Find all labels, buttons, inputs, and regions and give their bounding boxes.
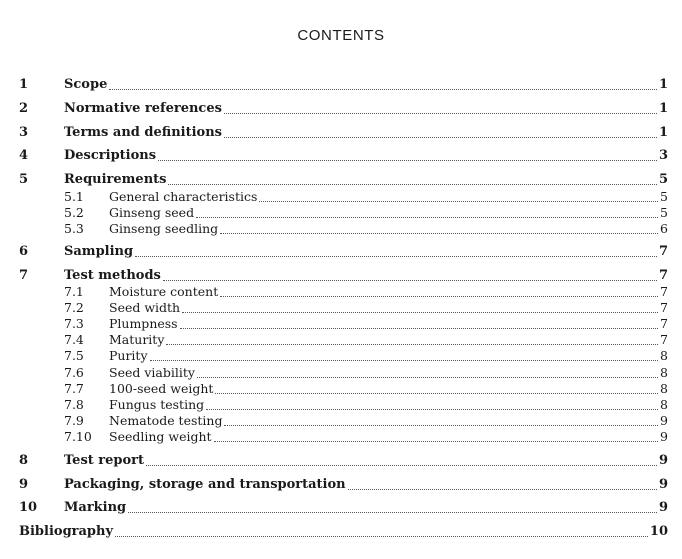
dot-leader: [135, 256, 657, 257]
toc-entry[interactable]: [0, 452, 682, 470]
toc-entry-label: Ginseng seedling: [109, 221, 219, 236]
toc-entry-page: 9: [660, 429, 668, 444]
toc-entry-page: 1: [658, 77, 668, 92]
toc-entry-label: Test methods: [64, 268, 161, 283]
toc-entry-label: Descriptions: [64, 148, 157, 163]
dot-leader: [128, 512, 657, 513]
dot-leader: [158, 160, 657, 161]
toc-entry-number: 9: [19, 477, 29, 492]
toc-entry-page: 5: [660, 189, 668, 204]
toc-entry-number: 7.7: [64, 381, 84, 396]
toc-entry-label: Packaging, storage and transportation: [64, 477, 346, 492]
toc-entry-label: Seed width: [109, 300, 181, 315]
toc-entry-page: 7: [660, 284, 668, 299]
toc-entry-page: 7: [660, 332, 668, 347]
toc-entry[interactable]: [0, 100, 682, 118]
toc-entry-page: 7: [658, 244, 668, 259]
toc-entry-page: 7: [660, 316, 668, 331]
toc-entry[interactable]: [0, 476, 682, 494]
toc-entry-number: 7.10: [64, 429, 92, 444]
page-title: CONTENTS: [297, 27, 385, 44]
dot-leader: [348, 489, 657, 490]
dot-leader: [224, 137, 657, 138]
toc-entry-label: Seed viability: [109, 365, 195, 380]
toc-entry-number: 7.3: [64, 316, 84, 331]
dot-leader: [109, 89, 657, 90]
toc-entry-number: 5.3: [64, 221, 84, 236]
toc-entry-number: 5: [19, 172, 29, 187]
toc-entry-label: Purity: [109, 348, 148, 363]
dot-leader: [166, 344, 658, 345]
toc-entry-label: Test report: [64, 453, 145, 468]
toc-entry-number: 7.4: [64, 332, 84, 347]
toc-entry-number: 10: [19, 500, 38, 515]
toc-entry-label: Nematode testing: [109, 413, 223, 428]
toc-entry[interactable]: [0, 76, 682, 94]
toc-entry-page: 7: [658, 268, 668, 283]
dot-leader: [206, 409, 658, 410]
toc-entry-number: 2: [19, 101, 29, 116]
toc-entry[interactable]: [0, 428, 682, 446]
toc-entry-page: 5: [658, 172, 668, 187]
dot-leader: [163, 280, 657, 281]
toc-entry-label: Terms and definitions: [64, 125, 222, 140]
toc-entry-label: Maturity: [109, 332, 165, 347]
dot-leader: [182, 312, 658, 313]
toc-entry[interactable]: [0, 147, 682, 165]
toc-entry-page: 8: [660, 381, 668, 396]
toc-entry-page: 7: [660, 300, 668, 315]
toc-entry-number: 7.5: [64, 348, 84, 363]
toc-entry-label: Marking: [64, 500, 127, 515]
toc-entry-number: 1: [19, 77, 29, 92]
toc-entry-page: 1: [658, 101, 668, 116]
toc-entry-label: Sampling: [64, 244, 134, 259]
toc-entry-number: 4: [19, 148, 29, 163]
toc-entry-number: 7.9: [64, 413, 84, 428]
toc-entry-label: Fungus testing: [109, 397, 205, 412]
dot-leader: [146, 465, 657, 466]
toc-entry-label: General characteristics: [109, 189, 258, 204]
dot-leader: [150, 360, 659, 361]
toc-entry-label: 100-seed weight: [109, 381, 214, 396]
toc-entry-number: 5.2: [64, 205, 84, 220]
toc-entry-label: Seedling weight: [109, 429, 212, 444]
toc-entry-page: 8: [660, 397, 668, 412]
dot-leader: [168, 184, 656, 185]
toc-entry-label: Plumpness: [109, 316, 178, 331]
dot-leader: [259, 201, 658, 202]
toc-entry[interactable]: [0, 499, 682, 517]
dot-leader: [220, 233, 658, 234]
toc-entry-page: 3: [658, 148, 668, 163]
toc-entry-number: 7.1: [64, 284, 84, 299]
toc-entry-page: 1: [658, 125, 668, 140]
toc-entry-number: 7.6: [64, 365, 84, 380]
toc-entry-label: Moisture content: [109, 284, 219, 299]
toc-entry-page: 9: [658, 477, 668, 492]
toc-entry-page: 8: [660, 348, 668, 363]
toc-entry[interactable]: [0, 171, 682, 189]
toc-entry-label: Normative references: [64, 101, 222, 116]
toc-entry-number: 6: [19, 244, 29, 259]
toc-entry-page: 10: [649, 524, 668, 539]
toc-entry-label: Scope: [64, 77, 108, 92]
toc-entry[interactable]: [0, 347, 682, 365]
toc-entry-page: 8: [660, 365, 668, 380]
toc-entry-page: 5: [660, 205, 668, 220]
toc-entry-label: Requirements: [64, 172, 167, 187]
toc-entry-number: 5.1: [64, 189, 84, 204]
toc-entry-number: 7.2: [64, 300, 84, 315]
dot-leader: [214, 441, 658, 442]
toc-entry-page: 9: [658, 500, 668, 515]
toc-entry-label: Bibliography: [19, 524, 114, 539]
dot-leader: [220, 296, 658, 297]
toc-entry-page: 6: [660, 221, 668, 236]
toc-entry-number: 7.8: [64, 397, 84, 412]
toc-entry-page: 9: [658, 453, 668, 468]
dot-leader: [224, 113, 657, 114]
dot-leader: [115, 536, 648, 537]
toc-entry-label: Ginseng seed: [109, 205, 195, 220]
dot-leader: [224, 425, 658, 426]
toc-entry[interactable]: [0, 220, 682, 238]
toc-entry-number: 7: [19, 268, 29, 283]
dot-leader: [215, 393, 658, 394]
dot-leader: [180, 328, 658, 329]
dot-leader: [197, 377, 658, 378]
toc-entry[interactable]: [0, 523, 682, 541]
toc-entry-number: 3: [19, 125, 29, 140]
dot-leader: [196, 217, 658, 218]
toc-entry[interactable]: [0, 124, 682, 142]
toc-entry-number: 8: [19, 453, 29, 468]
toc-entry[interactable]: [0, 243, 682, 261]
toc-entry-page: 9: [660, 413, 668, 428]
